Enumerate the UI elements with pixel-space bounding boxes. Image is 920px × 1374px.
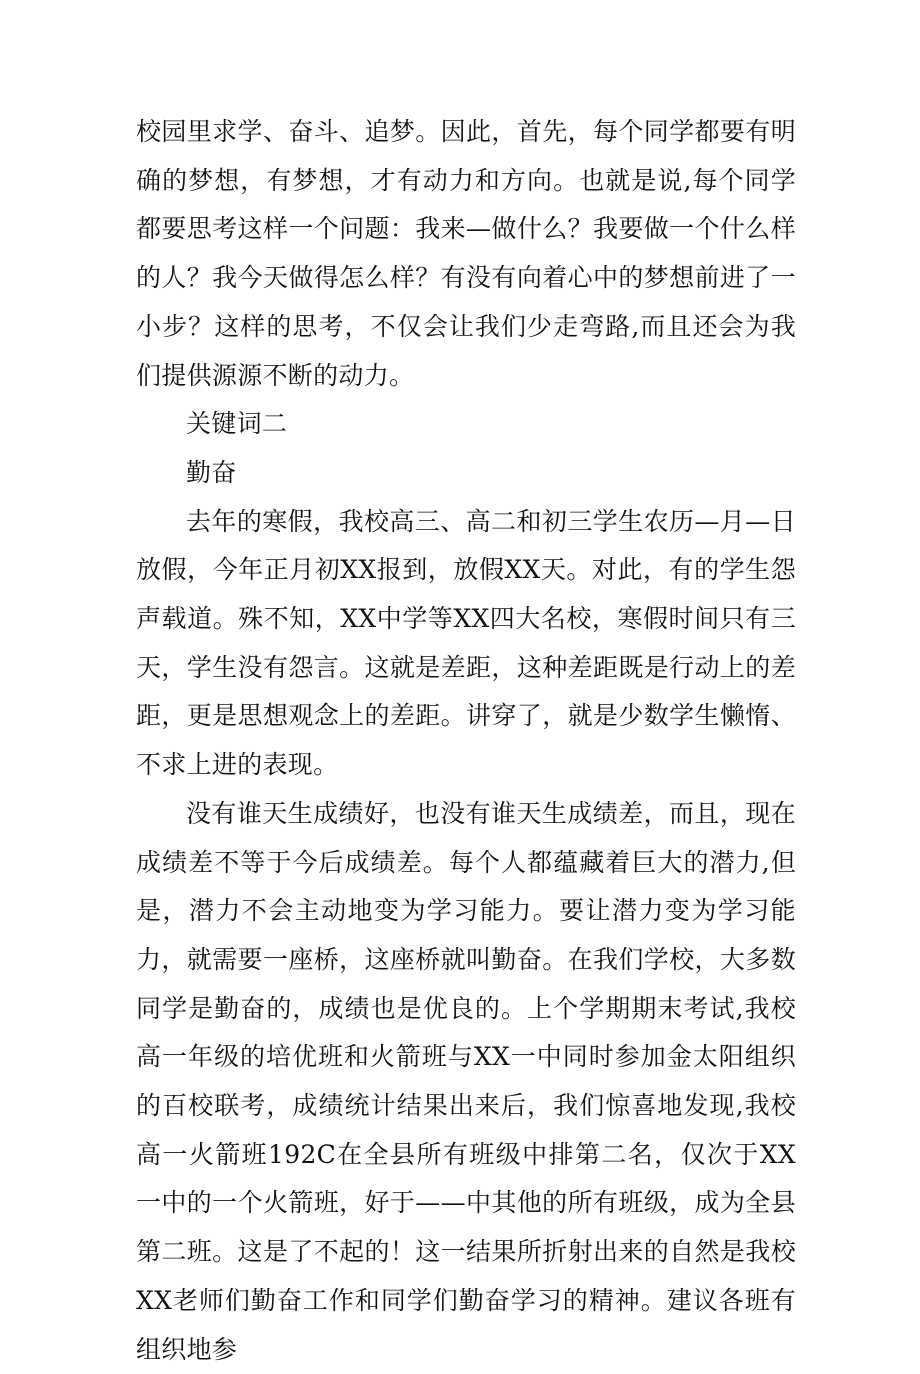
section-keyword: 勤奋 [186, 457, 237, 487]
document-body [136, 108, 796, 1374]
paragraph-diligence: 没有谁天生成绩好，也没有谁天生成绩差，而且，现在成绩差不等于今后成绩差。每个人都蕴藏着巨大的潜力,但是，潜力不会主动地变为学习能力。要让潜力变为学习能力，就需要一座桥，这座桥就叫勤奋。在我们学校，大多数同学是勤奋的，成绩也是优良的。上个学期期末考试,我校高一年级的培优班和火箭班与XX一中同时参加金太阳组织的百校联考，成绩统计结果出来后，我们惊喜地发现,我校高一火箭班192C在全县所有班级中排第二名，仅次于XX一中的一个火箭班，好于——中其他的所有班级，成为全县第二班。这是了不起的！这一结果所折射出来的自然是我校XX老师们勤奋工作和同学们勤奋学习的精神。建议各班有组织地参 [136, 798, 796, 1364]
paragraph-winter-break: 去年的寒假，我校高三、高二和初三学生农历—月—日放假，今年正月初XX报到，放假XX天。对此，有的学生怨声载道。殊不知，XX中学等XX四大名校，寒假时间只有三天，学生没有怨言。这就是差距，这种差距既是行动上的差距，更是思想观念上的差距。讲穿了，就是少数学生懒惰、不求上进的表现。 [136, 506, 796, 780]
section-heading-keyword-two: 关键词二 [186, 409, 288, 439]
paragraph-continuation: 校园里求学、奋斗、追梦。因此，首先，每个同学都要有明确的梦想，有梦想，才有动力和方向。也就是说,每个同学都要思考这样一个问题：我来—做什么？我要做一个什么样的人？我今天做得怎么样？有没有向着心中的梦想前进了一小步？这样的思考，不仅会让我们少走弯路,而且还会为我们提供源源不断的动力。 [136, 117, 796, 390]
